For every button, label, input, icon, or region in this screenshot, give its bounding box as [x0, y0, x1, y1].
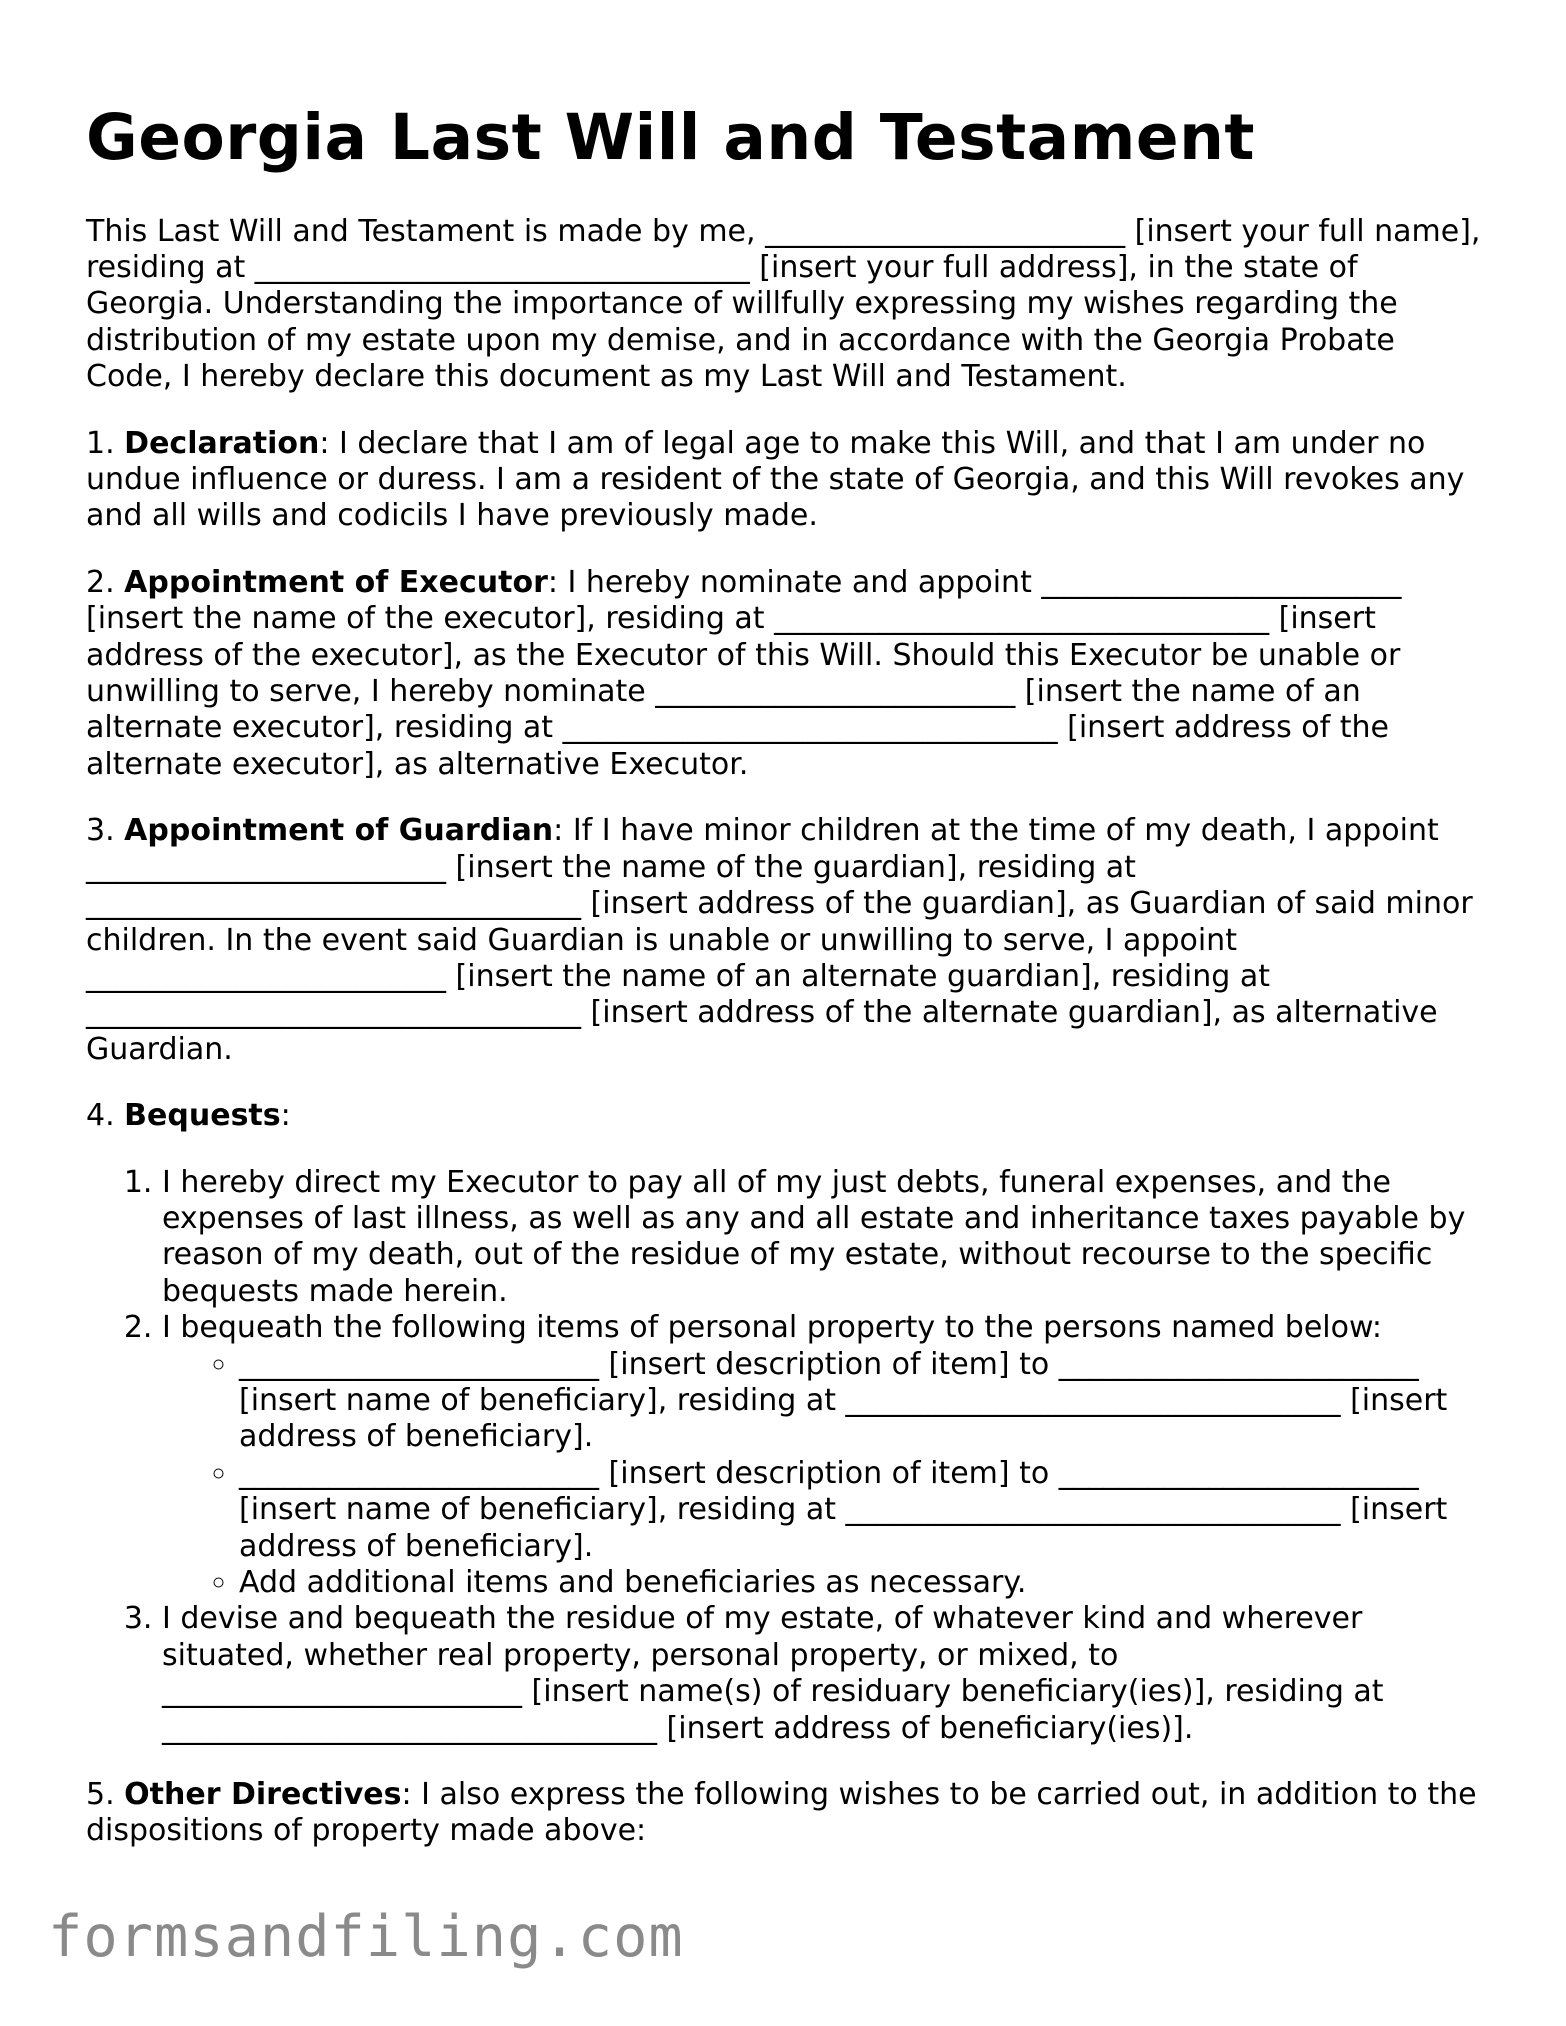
document-page [86, 100, 1486, 1880]
bequests-heading-paragraph [86, 1098, 1486, 1134]
page-title: Georgia Last Will and Testament [86, 101, 1256, 174]
section-heading: Appointment of Guardian [124, 813, 554, 849]
bequests-list [86, 1165, 1486, 1748]
section-text: : I hereby nominate and appoint ________________________ [insert the name of the executor], residing at _________________________________ [insert address of the executor], as the Executor of this Will. Should this Executor be unable or unwilling to serve, I hereby nominate ________________________ [insert the name of an alternate executor], residing at _________________________________ [insert address of the alternate executor], as alternative Executor. [86, 564, 1402, 782]
directives-paragraph [86, 1777, 1486, 1850]
section-number: 4. [86, 1098, 125, 1134]
list-item: ◦ ________________________ [insert description of item] to ________________________ [insert name of beneficiary], residing at _________________________________ [insert address of beneficiary]. [239, 1456, 1486, 1565]
list-item: ◦ Add additional items and beneficiaries as necessary. [239, 1565, 1486, 1601]
section-heading: Bequests [124, 1098, 281, 1134]
section-heading: Declaration [124, 425, 320, 461]
declaration-paragraph [86, 426, 1486, 535]
watermark: formsandfiling.com [48, 1904, 684, 1970]
section-number: 2. [86, 564, 125, 600]
property-items-list [162, 1347, 1486, 1602]
section-text: : I also express the following wishes to be carried out, in addition to the dispositions of property made above: [86, 1777, 1477, 1849]
section-number: 1. [86, 425, 125, 461]
list-item: 1. I hereby direct my Executor to pay all of my just debts, funeral expenses, and the expenses of last illness, as well as any and all estate and inheritance taxes payable by reason of my death, out of the residue of my estate, without recourse to the specific bequests made herein. [162, 1165, 1486, 1311]
section-text: : [280, 1098, 291, 1134]
section-number: 3. [86, 813, 125, 849]
section-text: : If I have minor children at the time of my death, I appoint ________________________ [insert the name of the guardian], residing at _________________________________ [insert address of the guardian], as Guardian of said minor children. In the event said Guardian is unable or unwilling to serve, I appoint ________________________ [insert the name of an alternate guardian], residing at _________________________________ [insert address of the alternate guardian], as alternative Guardian. [86, 813, 1473, 1067]
list-item: 3. I devise and bequeath the residue of my estate, of whatever kind and wherever situated, whether real property, personal property, or mixed, to ________________________ [insert name(s) of residuary beneficiary(ies)], residing at _________________________________ [insert address of beneficiary(ies)]. [162, 1601, 1486, 1747]
guardian-paragraph [86, 813, 1486, 1068]
list-item: ◦ ________________________ [insert description of item] to ________________________ [insert name of beneficiary], residing at _________________________________ [insert address of beneficiary]. [239, 1347, 1486, 1456]
section-heading: Appointment of Executor [124, 564, 548, 600]
section-heading: Other Directives [124, 1777, 402, 1813]
list-item [162, 1310, 1486, 1601]
executor-paragraph [86, 565, 1486, 783]
section-number: 5. [86, 1777, 125, 1813]
section-text: : I declare that I am of legal age to make this Will, and that I am under no undue influence or duress. I am a resident of the state of Georgia, and this Will revokes any and all wills and codicils I have previously made. [86, 425, 1465, 534]
list-item-text: I bequeath the following items of personal property to the persons named below: [162, 1310, 1382, 1346]
intro-paragraph: This Last Will and Testament is made by me, ________________________ [insert your full name], residing at _________________________________ [insert your full address], in the state of Georgia. Understanding the importance of willfully expressing my wishes regarding the distribution of my estate upon my demise, and in accordance with the Georgia Probate Code, I hereby declare this document as my Last Will and Testament. [86, 213, 1481, 395]
